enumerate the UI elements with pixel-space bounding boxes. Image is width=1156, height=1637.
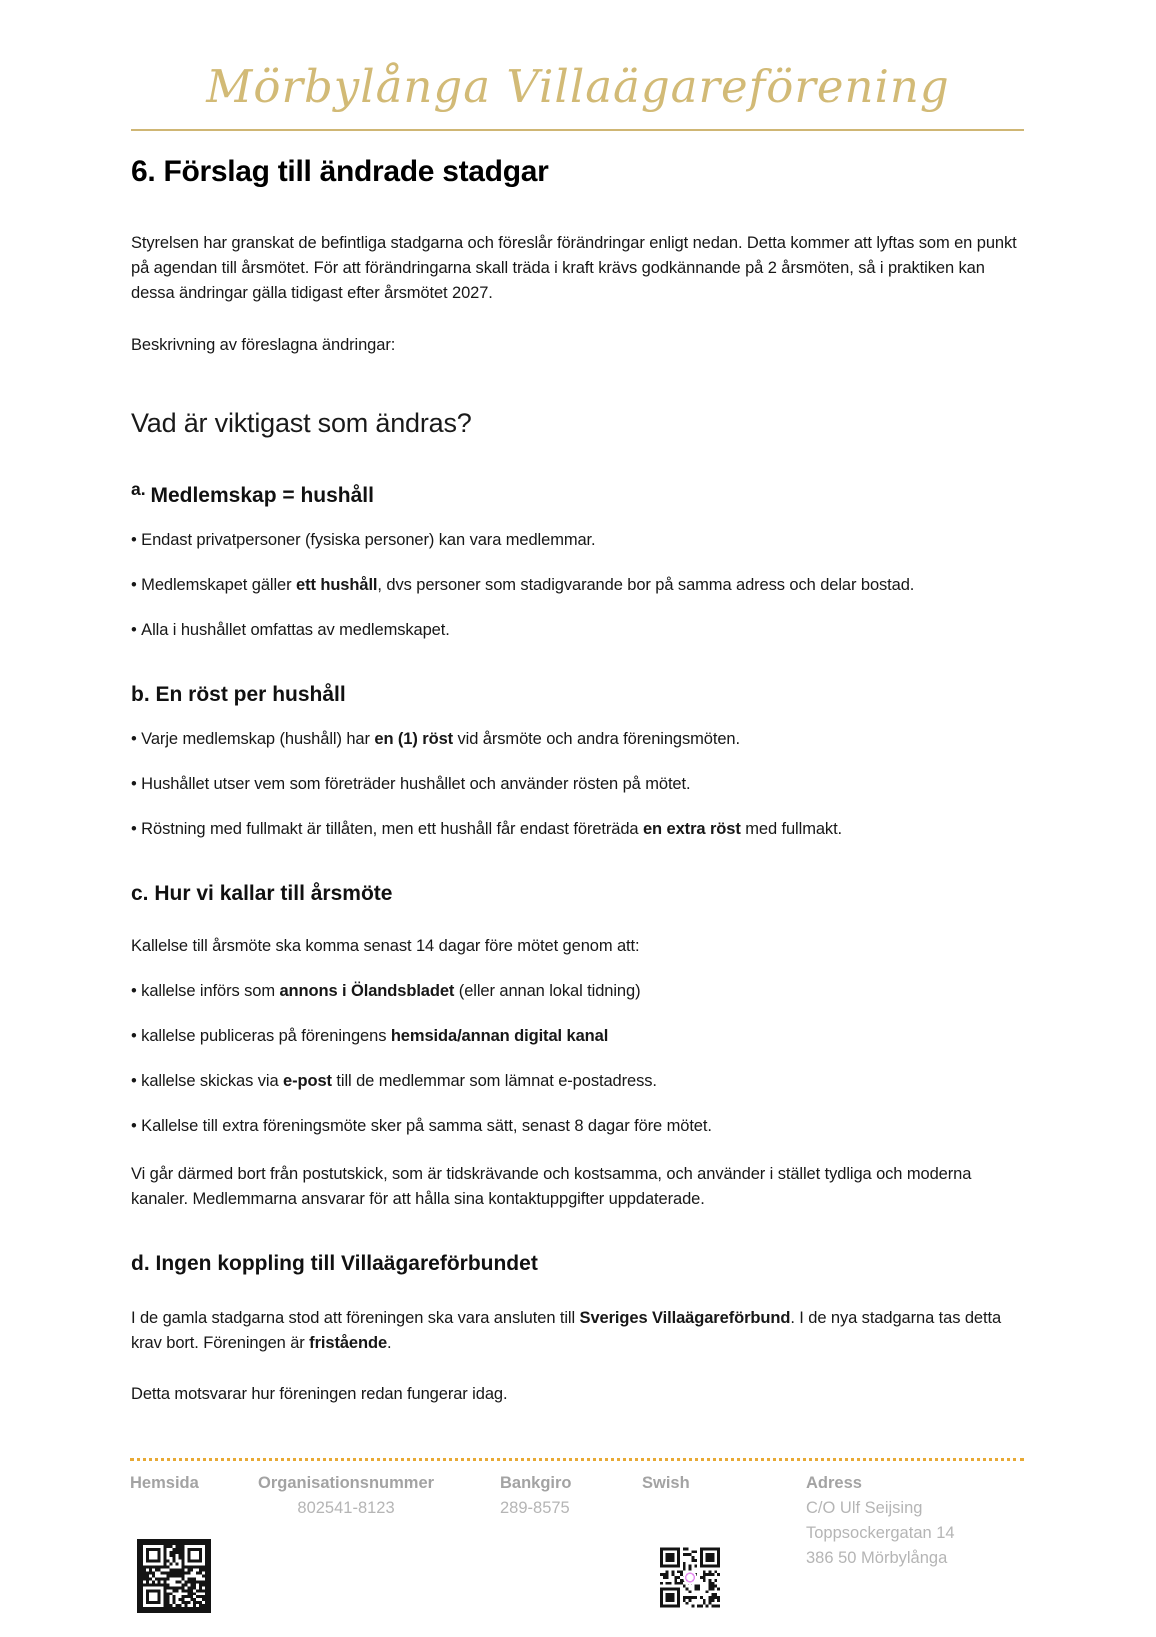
section-paragraph-d-1	[131, 1306, 1024, 1356]
section-title-b: En röst per hushåll	[155, 683, 346, 706]
text-run: Detta motsvarar hur föreningen redan fungerar idag.	[131, 1385, 508, 1403]
footer-col-bankgiro	[500, 1471, 572, 1521]
list-item	[131, 772, 1024, 797]
bullet-list-a	[131, 528, 1024, 643]
text-run: Alla i hushållet omfattas av medlemskapet.	[141, 621, 450, 639]
list-item	[131, 1114, 1024, 1139]
section-note-c	[131, 1162, 1024, 1212]
footer-columns	[130, 1471, 1024, 1581]
bold-text: en extra röst	[642, 820, 741, 838]
list-item	[131, 727, 1024, 752]
footer-col-organisationsnummer	[258, 1471, 434, 1521]
text-run: (eller annan lokal tidning)	[454, 982, 641, 1000]
document-content	[131, 155, 1024, 1407]
text-run: kallelse införs som	[141, 982, 280, 1000]
bold-text: Sveriges Villaägareförbund	[579, 1309, 791, 1327]
section-heading-b	[131, 683, 1024, 707]
association-logo: Mörbylånga Villaägareförening	[206, 60, 950, 113]
sections-container	[131, 479, 1024, 1407]
text-run: .	[387, 1334, 392, 1352]
section-heading-c	[131, 882, 1024, 906]
footer-label-organisationsnummer: Organisationsnummer	[258, 1474, 435, 1492]
bold-text: e-post	[283, 1072, 332, 1090]
text-run: vid årsmöte och andra föreningsmöten.	[453, 730, 740, 748]
footer-value-adress-3: 386 50 Mörbylånga	[806, 1549, 948, 1567]
page-title: 6. Förslag till ändrade stadgar	[131, 155, 549, 188]
section-title-c: Hur vi kallar till årsmöte	[154, 882, 393, 905]
list-item	[131, 979, 1024, 1004]
section-letter-d: d.	[131, 1252, 156, 1275]
footer-label-adress: Adress	[806, 1474, 862, 1492]
document-footer	[130, 1458, 1024, 1581]
text-run: Kallelse till extra föreningsmöte sker på samma sätt, senast 8 dagar före mötet.	[141, 1117, 712, 1135]
question-heading: Vad är viktigast som ändras?	[131, 408, 472, 438]
footer-value-adress-2: Toppsockergatan 14	[806, 1524, 955, 1542]
section-lead-c: Kallelse till årsmöte ska komma senast 14 dagar före mötet genom att:	[131, 937, 640, 955]
text-run: . I de nya stadgarna tas detta krav bort. Föreningen är	[131, 1309, 1002, 1352]
footer-divider	[130, 1458, 1024, 1461]
intro-paragraph: Styrelsen har granskat de befintliga stadgarna och föreslår förändringar enligt nedan. Detta kommer att lyftas som en punkt på agendan till årsmötet. För att förändringarna skall träda i kraft krävs godkännande på 2 årsmöten, så i praktiken kan dessa ändringar gälla tidigast efter årsmötet 2027.	[131, 234, 1017, 302]
text-run: I de gamla stadgarna stod att föreningen ska vara ansluten till	[131, 1309, 580, 1327]
text-run: kallelse skickas via	[141, 1072, 284, 1090]
section-letter-a: a.	[131, 479, 151, 499]
intro-note: Beskrivning av föreslagna ändringar:	[131, 336, 396, 354]
bold-text: hemsida/annan digital kanal	[390, 1027, 609, 1045]
list-item	[131, 817, 1024, 842]
bold-text: ett hushåll	[296, 576, 378, 594]
text-run: Medlemskapet gäller	[141, 576, 296, 594]
header-divider	[131, 129, 1024, 131]
list-item	[131, 618, 1024, 643]
list-item	[131, 1024, 1024, 1049]
bold-text: fristående	[309, 1334, 388, 1352]
text-run: med fullmakt.	[740, 820, 843, 838]
section-letter-c: c.	[131, 882, 155, 905]
text-run: Röstning med fullmakt är tillåten, men ett hushåll får endast företräda	[141, 820, 643, 838]
section-title-d: Ingen koppling till Villaägareförbundet	[155, 1252, 538, 1275]
footer-label-swish: Swish	[642, 1474, 690, 1492]
footer-col-swish	[642, 1471, 690, 1496]
hemsida-qr-code	[137, 1538, 211, 1614]
section-heading-a	[131, 479, 1024, 508]
footer-label-hemsida: Hemsida	[130, 1474, 199, 1492]
bold-text: annons i Ölandsbladet	[279, 982, 455, 1000]
footer-value-adress-1: C/O Ulf Seijsing	[806, 1499, 923, 1517]
footer-col-adress	[806, 1471, 955, 1571]
footer-label-bankgiro: Bankgiro	[500, 1474, 572, 1492]
text-run: till de medlemmar som lämnat e-postadress.	[331, 1072, 657, 1090]
text-run: Hushållet utser vem som företräder hushållet och använder rösten på mötet.	[141, 775, 691, 793]
text-run: kallelse publiceras på föreningens	[141, 1027, 391, 1045]
section-heading-d	[131, 1252, 1024, 1276]
section-letter-b: b.	[131, 683, 156, 706]
list-item	[131, 573, 1024, 598]
text-run: Varje medlemskap (hushåll) har	[141, 730, 375, 748]
footer-value-bankgiro-1: 289-8575	[500, 1499, 570, 1517]
bullet-list-c	[131, 979, 1024, 1139]
list-item	[131, 528, 1024, 553]
text-run: , dvs personer som stadigvarande bor på samma adress och delar bostad.	[377, 576, 915, 594]
bullet-list-b	[131, 727, 1024, 842]
bold-text: en (1) röst	[374, 730, 454, 748]
document-header	[0, 0, 1156, 131]
text-run: Endast privatpersoner (fysiska personer) kan vara medlemmar.	[141, 531, 596, 549]
list-item	[131, 1069, 1024, 1094]
section-paragraph-d-2	[131, 1382, 1024, 1407]
footer-value-organisationsnummer-1: 802541-8123	[297, 1499, 395, 1517]
swish-qr-code	[660, 1547, 720, 1608]
section-title-a: Medlemskap = hushåll	[150, 484, 374, 507]
text-run: Vi går därmed bort från postutskick, som är tidskrävande och kostsamma, och använder i stället tydliga och moderna kanaler. Medlemmarna ansvarar för att hålla sina kontaktuppgifter uppdaterade.	[131, 1165, 972, 1208]
footer-col-hemsida	[130, 1471, 199, 1496]
